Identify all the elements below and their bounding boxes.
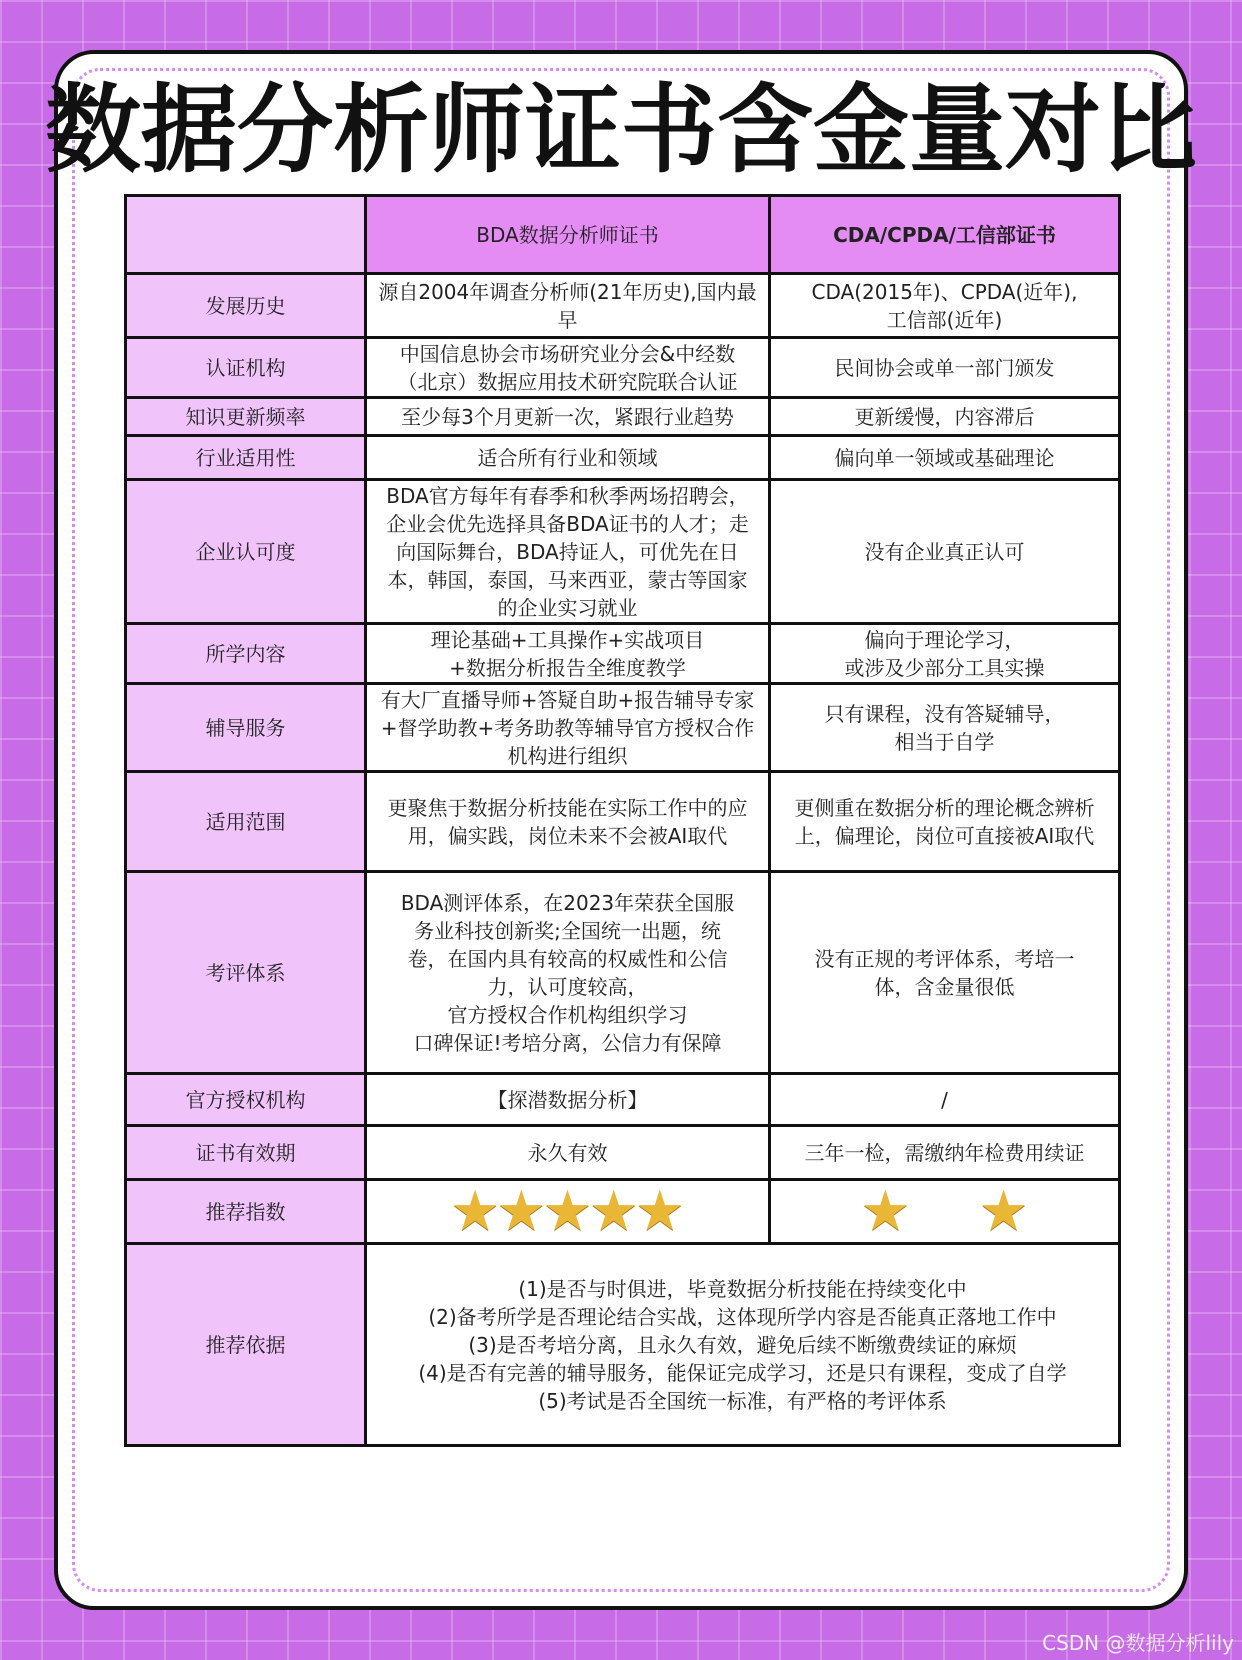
other-cell [770,772,1120,872]
bda-cell [366,1126,770,1180]
basis-line: (5)考试是否全国统一标准，有严格的考评体系 [538,1388,947,1413]
cell-line: BDA官方每年有春季和秋季两场招聘会， [386,483,749,508]
star-icon: ★ [860,1178,911,1244]
other-cell [770,684,1120,772]
row-label: 行业适用性 [126,436,366,480]
row-label: 所学内容 [126,624,366,684]
other-cell [770,1074,1120,1126]
table-row [126,436,1120,480]
bda-cell [366,684,770,772]
table-row [126,772,1120,872]
bda-cell [366,480,770,624]
recommend-row [126,1180,1120,1244]
table-header-row [126,196,1120,274]
row-label: 推荐依据 [126,1244,366,1446]
row-label: 认证机构 [126,338,366,398]
star-icon: ★ [496,1178,547,1244]
cell-line: 体，含金量很低 [874,974,1015,999]
cell-line: 力，认可度较高， [487,974,648,999]
cell-line: 机构进行组织 [507,743,628,768]
cell-line: 更新缓慢，内容滞后 [854,404,1035,429]
cell-line: 没有企业真正认可 [864,539,1025,564]
basis-line: (4)是否有完善的辅导服务，能保证完成学习，还是只有课程，变成了自学 [418,1360,1067,1385]
cell-line: 三年一检，需缴纳年检费用续证 [804,1140,1085,1165]
basis-line: (1)是否与时俱进，毕竟数据分析技能在持续变化中 [518,1276,967,1301]
cell-line: CDA(2015年)、CPDA(近年), [811,279,1078,304]
table-row [126,338,1120,398]
cell-line: 相当于自学 [894,729,995,754]
star-icon: ★ [542,1178,593,1244]
table-row [126,624,1120,684]
other-cell [770,274,1120,338]
bda-cell [366,274,770,338]
header-bda: BDA数据分析师证书 [366,196,770,274]
cell-line: 企业会优先选择具备BDA证书的人才；走 [386,511,749,536]
cell-line: 的企业实习就业 [497,595,638,620]
row-label: 官方授权机构 [126,1074,366,1126]
bda-cell [366,436,770,480]
comparison-table [124,194,1121,1447]
row-label: 推荐指数 [126,1180,366,1244]
cell-line: 向国际舞台，BDA持证人，可优先在日 [396,539,739,564]
basis-line: (2)备考所学是否理论结合实战，这体现所学内容是否能真正落地工作中 [428,1304,1057,1329]
row-label: 企业认可度 [126,480,366,624]
row-label: 证书有效期 [126,1126,366,1180]
cell-line: 更侧重在数据分析的理论概念辨析 [794,795,1095,820]
table-row [126,872,1120,1074]
other-cell [770,398,1120,436]
star-icon: ★ [634,1178,685,1244]
other-cell [770,1126,1120,1180]
bda-cell [366,624,770,684]
cell-line: 本，韩国，泰国，马来西亚，蒙古等国家 [387,567,748,592]
cell-line: 适合所有行业和领域 [477,445,658,470]
other-cell [770,872,1120,1074]
cell-line: 【探潜数据分析】 [487,1087,648,1112]
other-cell [770,338,1120,398]
cell-line: 官方授权合作机构组织学习 [447,1002,688,1027]
cell-line: 用，偏实践，岗位未来不会被AI取代 [407,823,728,848]
bda-cell [366,338,770,398]
watermark: CSDN @数据分析lily [1042,1631,1234,1655]
row-label: 发展历史 [126,274,366,338]
row-label: 辅导服务 [126,684,366,772]
cell-line: 偏向单一领域或基础理论 [834,445,1055,470]
cell-line: 只有课程，没有答疑辅导， [824,701,1065,726]
table-row [126,398,1120,436]
other-cell [770,480,1120,624]
other-cell [770,624,1120,684]
cell-line: 理论基础+工具操作+实战项目 [430,627,705,652]
cell-line: 偏向于理论学习， [864,627,1025,652]
cell-line: BDA测评体系，在2023年荣获全国服 [400,890,735,915]
star-icon: ★ [978,1178,1029,1244]
table-row [126,274,1120,338]
cell-line: 民间协会或单一部门颁发 [834,355,1055,380]
bda-cell [366,1074,770,1126]
table-row [126,480,1120,624]
basis-line: (3)是否考培分离，且永久有效，避免后续不断缴费续证的麻烦 [468,1332,1017,1357]
cell-line: 或涉及少部分工具实操 [844,655,1045,680]
cell-line: 务业科技创新奖;全国统一出题，统 [414,918,721,943]
table-row [126,1074,1120,1126]
cell-line: / [941,1087,948,1112]
row-label: 知识更新频率 [126,398,366,436]
bda-cell [366,772,770,872]
cell-line: 源自2004年调查分析师(21年历史),国内最 [378,279,757,304]
cell-line: 上，偏理论，岗位可直接被AI取代 [794,823,1095,848]
row-label: 适用范围 [126,772,366,872]
cell-line: 中国信息协会市场研究业分会&中经数 [399,341,736,366]
cell-line: （北京）数据应用技术研究院联合认证 [397,369,738,394]
basis-row [126,1244,1120,1446]
star-icon: ★ [449,1178,501,1244]
header-other: CDA/CPDA/工信部证书 [770,196,1120,274]
table-row [126,684,1120,772]
cell-line: 没有正规的考评体系，考培一 [814,946,1075,971]
header-corner [126,196,366,274]
cell-line: 早 [557,307,578,332]
cell-line: 至少每3个月更新一次，紧跟行业趋势 [401,404,734,429]
star-icon: ★ [588,1178,639,1244]
row-label: 考评体系 [126,872,366,1074]
bda-rating [366,1180,770,1244]
cell-line: +数据分析报告全维度教学 [449,655,686,680]
other-cell [770,436,1120,480]
bda-cell [366,872,770,1074]
cell-line: 口碑保证!考培分离，公信力有保障 [413,1030,722,1055]
page-title: 数据分析师证书含金量对比 [45,74,1197,186]
basis-text [366,1244,1120,1446]
cell-line: 永久有效 [527,1140,608,1165]
cell-line: 卷，在国内具有较高的权威性和公信 [407,946,728,971]
table-row [126,1126,1120,1180]
cell-line: +督学助教+考务助教等辅导官方授权合作 [380,715,755,740]
bda-cell [366,398,770,436]
cell-line: 工信部(近年) [886,307,1003,332]
cell-line: 更聚焦于数据分析技能在实际工作中的应 [387,795,748,820]
other-rating [770,1180,1120,1244]
cell-line: 有大厂直播导师+答疑自助+报告辅导专家 [380,687,755,712]
